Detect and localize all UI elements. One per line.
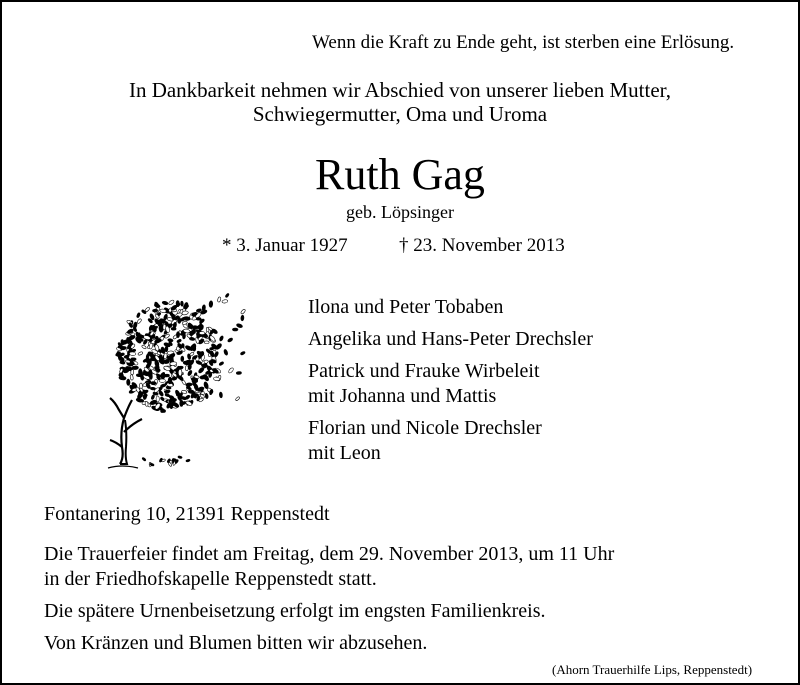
address: Fontanering 10, 21391 Reppenstedt (44, 503, 330, 525)
birth-date: * 3. Januar 1927 (222, 235, 348, 256)
family-line-2: Angelika und Hans-Peter Drechsler (308, 328, 593, 350)
ceremony-line-1: Die Trauerfeier findet am Freitag, dem 29. November 2013, um 11 Uhr (44, 543, 615, 565)
ceremony-line-3: Die spätere Urnenbeisetzung erfolgt im engsten Familienkreis. (44, 600, 546, 622)
family-line-4: mit Johanna und Mattis (308, 385, 497, 407)
windblown-tree-icon (98, 282, 248, 472)
birth-name: geb. Löpsinger (346, 202, 454, 222)
family-line-1: Ilona und Peter Tobaben (308, 296, 504, 318)
ceremony-line-2: in der Friedhofskapelle Reppenstedt statt. (44, 568, 377, 590)
family-line-6: mit Leon (308, 442, 381, 464)
motto-quote: Wenn die Kraft zu Ende geht, ist sterben eine Erlösung. (312, 32, 735, 53)
family-line-3: Patrick und Frauke Wirbeleit (308, 360, 540, 382)
ceremony-line-4: Von Kränzen und Blumen bitten wir abzusehen. (44, 632, 428, 654)
death-date: † 23. November 2013 (399, 235, 565, 256)
deceased-name: Ruth Gag (315, 150, 485, 199)
intro-line-2: Schwiegermutter, Oma und Uroma (252, 102, 548, 126)
credit-line: (Ahorn Trauerhilfe Lips, Reppenstedt) (552, 662, 753, 677)
intro-line-1: In Dankbarkeit nehmen wir Abschied von unserer lieben Mutter, (128, 78, 672, 102)
family-line-5: Florian und Nicole Drechsler (308, 417, 542, 439)
